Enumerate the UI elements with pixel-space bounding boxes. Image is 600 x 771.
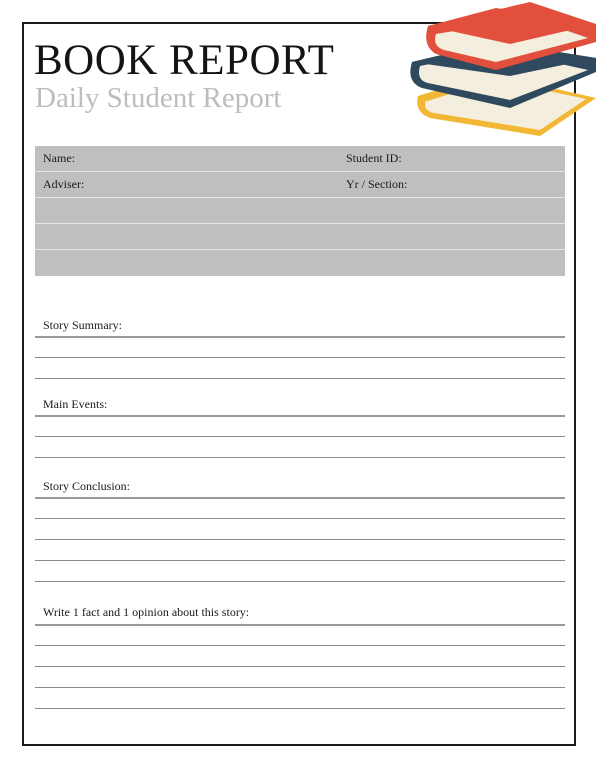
writing-line: [35, 357, 565, 358]
writing-line: [35, 436, 565, 437]
fact-opinion-label: Write 1 fact and 1 opinion about this story:: [43, 605, 250, 619]
writing-line: [35, 708, 565, 709]
page-subtitle: Daily Student Report: [35, 82, 282, 114]
adviser-label: Adviser:: [43, 177, 85, 191]
writing-line: [35, 581, 565, 582]
writing-line: [35, 687, 565, 688]
info-row-name: [35, 146, 565, 172]
student-info-box: [35, 146, 565, 276]
writing-line: [35, 336, 565, 338]
writing-line: [35, 378, 565, 379]
story-conclusion-label: Story Conclusion:: [43, 479, 131, 493]
name-label: Name:: [43, 151, 75, 165]
writing-line: [35, 539, 565, 540]
student-id-label: Student ID:: [346, 151, 402, 165]
info-row-blank-3: [35, 250, 565, 276]
yr-section-label: Yr / Section:: [346, 177, 408, 191]
story-summary-label: Story Summary:: [43, 318, 123, 332]
page-title: BOOK REPORT: [34, 37, 335, 84]
writing-line: [35, 415, 565, 417]
writing-line: [35, 457, 565, 458]
writing-line: [35, 518, 565, 519]
info-row-blank-2: [35, 224, 565, 250]
writing-line: [35, 560, 565, 561]
writing-line: [35, 666, 565, 667]
info-row-adviser: [35, 172, 565, 198]
info-row-blank-1: [35, 198, 565, 224]
writing-line: [35, 497, 565, 499]
stack-of-books-illustration: [400, 0, 600, 140]
writing-line: [35, 624, 565, 626]
main-events-label: Main Events:: [43, 397, 108, 411]
writing-line: [35, 645, 565, 646]
